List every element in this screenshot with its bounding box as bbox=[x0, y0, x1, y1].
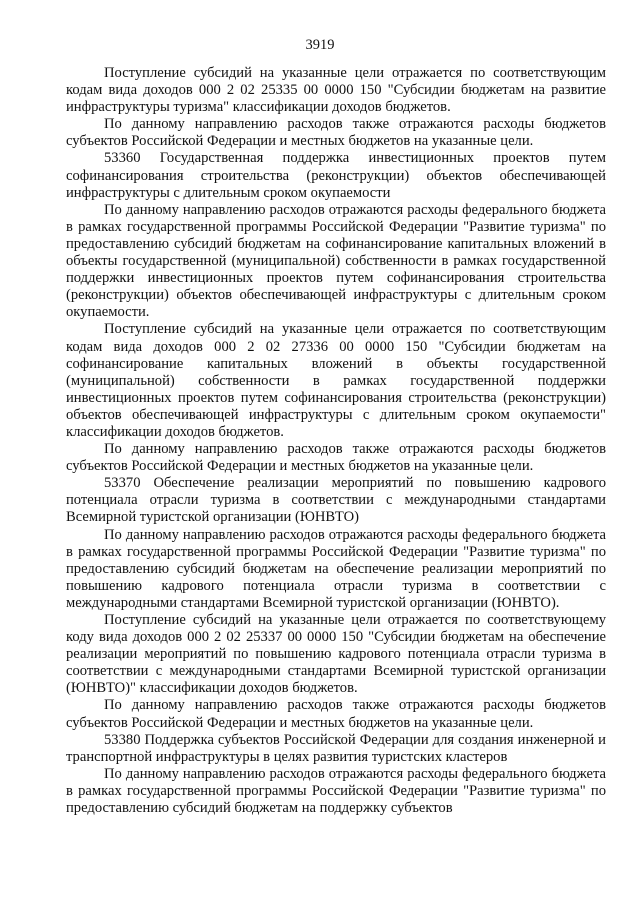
paragraph-income-27336: Поступление субсидий на указанные цели отражается по соответствующим кодам вида доходов 000 2 02 27336 00 0000 150 "Субсидии бюджетам на софинансирование капитальных вложений в объекты государственной (муниципальной) собственности в рамках государственной поддержки инвестиционных проектов путем софинансирования строительства (реконструкции) объектов обеспечивающей инфраструктуры с длительным сроком окупаемости" классификации доходов бюджетов. bbox=[66, 321, 606, 440]
paragraph-regional-expenses-2: По данному направлению расходов также отражаются расходы бюджетов субъектов Российской Федерации и местных бюджетов на указанные цели. bbox=[66, 441, 606, 475]
paragraph-53370-federal-expenses: По данному направлению расходов отражаются расходы федерального бюджета в рамках государственной программы Российской Федерации "Развитие туризма" по предоставлению субсидий бюджетам на обеспечение реализации мероприятий по повышению кадрового потенциала отрасли туризма в соответствии с международными стандартами Всемирной туристской организации (ЮНВТО). bbox=[66, 526, 606, 611]
paragraph-regional-expenses-1: По данному направлению расходов также отражаются расходы бюджетов субъектов Российской Федерации и местных бюджетов на указанные цели. bbox=[66, 116, 606, 150]
heading-53380: 53380 Поддержка субъектов Российской Федерации для создания инженерной и транспортной инфраструктуры в целях развития туристских кластеров bbox=[66, 731, 606, 765]
page-number: 3919 bbox=[305, 37, 335, 53]
paragraph-53360-federal-expenses: По данному направлению расходов отражаются расходы федерального бюджета в рамках государственной программы Российской Федерации "Развитие туризма" по предоставлению субсидий бюджетам на софинансирование капитальных вложений в объекты государственной (муниципальной) собственности в рамках государственной поддержки инвестиционных проектов путем софинансирования строительства (реконструкции) объектов обеспечивающей инфраструктуры с длительным сроком окупаемости. bbox=[66, 201, 606, 321]
paragraph-regional-expenses-3: По данному направлению расходов также отражаются расходы бюджетов субъектов Российской Федерации и местных бюджетов на указанные цели. bbox=[66, 697, 606, 731]
paragraph-income-25337: Поступление субсидий на указанные цели отражается по соответствующему коду вида доходов 000 2 02 25337 00 0000 150 "Субсидии бюджетам на обеспечение реализации мероприятий по повышению кадрового потенциала отрасли туризма в соответствии с международными стандартами Всемирной туристской организации (ЮНВТО)" классификации доходов бюджетов. bbox=[66, 612, 606, 697]
paragraph-income-25335: Поступление субсидий на указанные цели отражается по соответствующим кодам вида доходов 000 2 02 25335 00 0000 150 "Субсидии бюджетам на развитие инфраструктуры туризма" классификации доходов бюджетов. bbox=[66, 65, 606, 116]
heading-53360: 53360 Государственная поддержка инвестиционных проектов путем софинансирования строительства (реконструкции) объектов обеспечивающей инфраструктуры с длительным сроком окупаемости bbox=[66, 150, 606, 201]
document-text bbox=[66, 65, 606, 817]
paragraph-53380-federal-expenses: По данному направлению расходов отражаются расходы федерального бюджета в рамках государственной программы Российской Федерации "Развитие туризма" по предоставлению субсидий бюджетам на поддержку субъектов bbox=[66, 765, 606, 817]
heading-53370: 53370 Обеспечение реализации мероприятий по повышению кадрового потенциала отрасли туризма в соответствии с международными стандартами Всемирной туристской организации (ЮНВТО) bbox=[66, 475, 606, 526]
